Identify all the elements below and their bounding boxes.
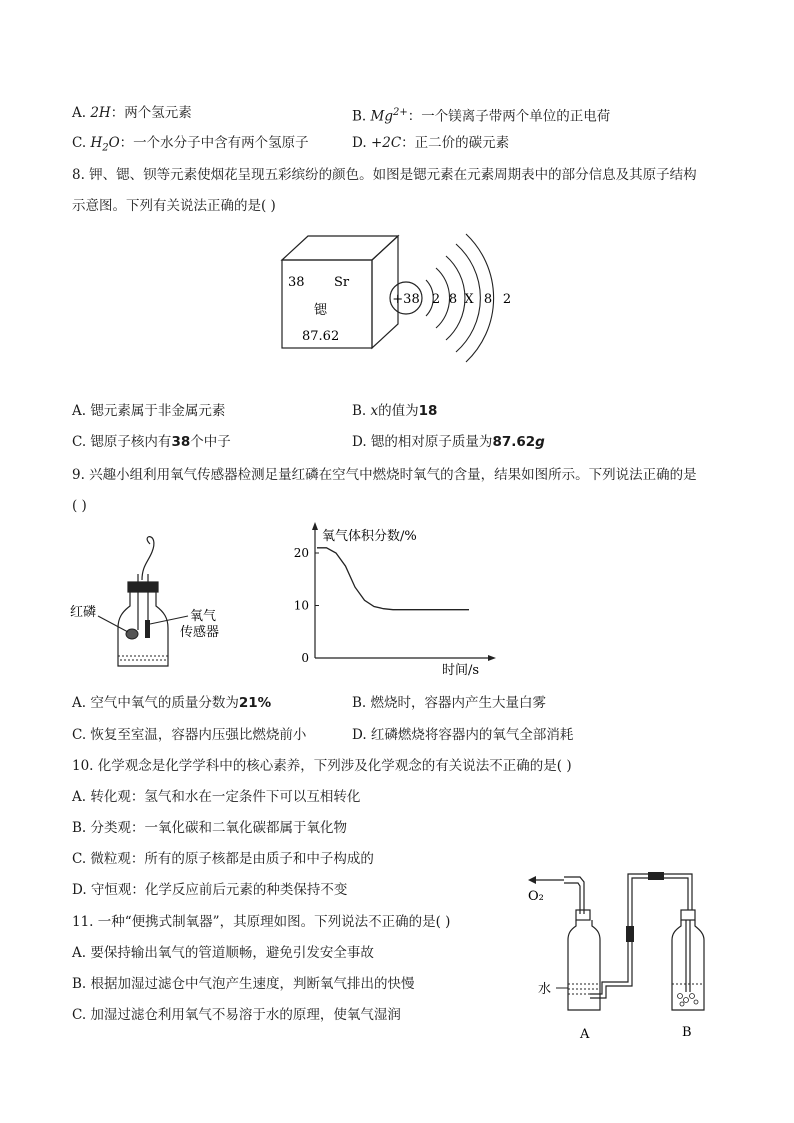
bottle-b-cap (681, 910, 695, 920)
q10-option-d: D. 守恒观：化学反应前后元素的种类保持不变 (72, 882, 348, 898)
q9-stem-line2: ( ) (72, 498, 87, 514)
q8-option-d: D. 锶的相对原子质量为87.62g (352, 434, 545, 450)
q7-option-a-formula: 2H (90, 105, 111, 121)
shell-3-count: X (464, 292, 474, 307)
periodic-table-cell (282, 236, 398, 348)
q11-option-c: C. 加湿过滤仓利用氧气不易溶于水的原理，使氧气湿润 (72, 1007, 401, 1023)
element-symbol: Sr (334, 275, 350, 290)
bottle-a-label: A (580, 1027, 590, 1042)
q7-option-d-formula: +2C (370, 135, 402, 151)
strontium-figure (270, 222, 530, 372)
q10-option-a: A. 转化观：氢气和水在一定条件下可以互相转化 (72, 789, 361, 805)
combustion-apparatus (70, 532, 250, 672)
shell-2-count: 8 (448, 292, 458, 307)
oxygen-chart (290, 522, 500, 682)
q7-option-b: B. $Mg^{2+}$：一个镁离子带两个单位的正电荷 (352, 107, 611, 125)
y-axis-label: 氧气体积分数/% (322, 529, 417, 544)
bottle-a (568, 920, 600, 1010)
q9-stem-line1: 9. 兴趣小组利用氧气传感器检测足量红磷在空气中燃烧时氧气的含量，结果如图所示。下列说法正确的是 (72, 467, 697, 483)
water-label: 水 (538, 982, 552, 997)
stopper (128, 582, 158, 592)
oxygen-curve (317, 548, 469, 610)
jar (118, 592, 168, 666)
q10-option-b: B. 分类观：一氧化碳和二氧化碳都属于氧化物 (72, 820, 348, 836)
q9-option-d: D. 红磷燃烧将容器内的氧气全部消耗 (352, 727, 574, 743)
y-tick-label: 20 (293, 546, 309, 560)
q10-option-c: C. 微粒观：所有的原子核都是由质子和中子构成的 (72, 851, 374, 867)
q11-option-b: B. 根据加湿过滤仓中气泡产生速度，判断氧气排出的快慢 (72, 976, 415, 992)
q9-option-c: C. 恢复至室温，容器内压强比燃烧前小 (72, 727, 307, 743)
bottle-b (672, 920, 704, 1010)
bottle-b-label: B (682, 1025, 692, 1040)
q11-option-a: A. 要保持输出氧气的管道顺畅，避免引发安全事故 (72, 945, 374, 961)
atomic-number: 38 (288, 275, 305, 290)
q7-option-c-formula: H (90, 135, 103, 151)
q8-stem-line2: 示意图。下列有关说法正确的是( ) (72, 198, 276, 214)
q10-stem: 10. 化学观念是化学学科中的核心素养，下列涉及化学观念的有关说法不正确的是( ) (72, 758, 572, 774)
shell-4-count: 8 (483, 292, 493, 307)
y-tick-label: 0 (301, 651, 309, 665)
y-tick-label: 10 (293, 598, 309, 613)
phosphorus-spoon (126, 629, 138, 639)
bubbles (678, 994, 699, 1007)
nucleus-charge: +38 (392, 292, 420, 307)
q7-option-d: D. +2C：正二价的碳元素 (352, 135, 510, 151)
bottle-a-cap (576, 910, 590, 920)
element-name: 锶 (314, 303, 328, 318)
x-axis-label: 时间/s (442, 663, 480, 678)
o2-label: O₂ (528, 889, 544, 904)
q7-option-c: C. $H_2O$：一个水分子中含有两个氢原子 (72, 135, 309, 154)
label-phosphorus: 红磷 (70, 605, 97, 620)
oxygen-sensor (145, 620, 150, 638)
q7-option-a: A. 2H：两个氢元素 (72, 105, 192, 121)
label-sensor-line1: 氧气 (190, 609, 217, 624)
q8-option-a: A. 锶元素属于非金属元素 (72, 403, 226, 419)
q8-stem-line1: 8. 钾、锶、钡等元素使烟花呈现五彩缤纷的颜色。如图是锶元素在元素周期表中的部分信息及其原子结构 (72, 167, 697, 183)
q9-option-a: A. 空气中氧气的质量分数为21% (72, 695, 272, 711)
oxygen-generator-figure (520, 862, 720, 1048)
q7-option-b-formula: Mg (370, 108, 393, 125)
atomic-mass: 87.62 (302, 329, 340, 344)
q11-stem: 11. 一种“便携式制氧器”，其原理如图。下列说法不正确的是( ) (72, 914, 451, 930)
wire (142, 537, 154, 580)
shell-1-count: 2 (431, 292, 441, 307)
q8-option-b: B. x的值为18 (352, 403, 438, 419)
q9-option-b: B. 燃烧时，容器内产生大量白雾 (352, 695, 547, 711)
q8-option-c: C. 锶原子核内有38个中子 (72, 434, 231, 450)
label-sensor-line2: 传感器 (180, 625, 220, 640)
shell-5-count: 2 (502, 292, 512, 307)
